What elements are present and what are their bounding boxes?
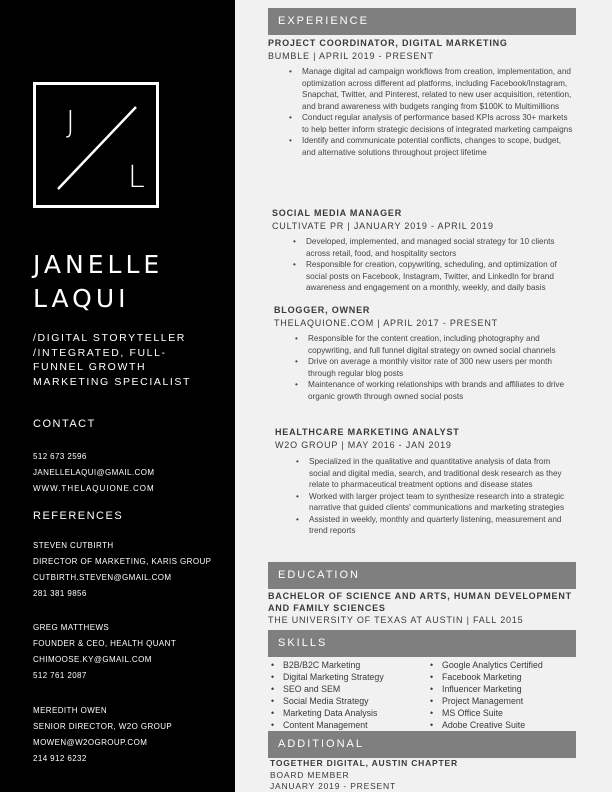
list-item: • Assisted in weekly, monthly and quarterly listening, measurement and trend reports bbox=[295, 514, 573, 537]
contact-website[interactable]: WWW.THELAQUIONE.COM bbox=[33, 484, 155, 493]
tagline bbox=[33, 331, 233, 389]
reference-title: SENIOR DIRECTOR, W2O GROUP bbox=[33, 722, 173, 731]
reference-title: DIRECTOR OF MARKETING, KARIS GROUP bbox=[33, 557, 212, 566]
reference-name: STEVEN CUTBIRTH bbox=[33, 541, 114, 550]
role-date: JANUARY 2019 - PRESENT bbox=[270, 781, 396, 791]
job-title: SOCIAL MEDIA MANAGER bbox=[272, 208, 403, 218]
list-item: • Content Management bbox=[270, 719, 430, 731]
list-item: • MS Office Suite bbox=[429, 707, 579, 719]
reference-phone: 512 761 2087 bbox=[33, 671, 87, 680]
logo-initial-l: L bbox=[128, 160, 145, 195]
job-title: BLOGGER, OWNER bbox=[274, 305, 371, 315]
school: THE UNIVERSITY OF TEXAS AT AUSTIN | FALL 2015 bbox=[268, 615, 524, 625]
list-item: • Social Media Strategy bbox=[270, 695, 430, 707]
reference-email[interactable]: CHIMOOSE.KY@GMAIL.COM bbox=[33, 655, 152, 664]
reference-name: GREG MATTHEWS bbox=[33, 623, 110, 632]
reference-1 bbox=[33, 538, 211, 602]
reference-phone: 281 381 9856 bbox=[33, 589, 87, 598]
job-title: PROJECT COORDINATOR, DIGITAL MARKETING bbox=[268, 38, 508, 48]
logo-initial-j: J bbox=[66, 105, 75, 140]
list-item: • Responsible for the content creation, including photography and copywriting, and full funnel digital strategy on owned social channels bbox=[294, 333, 572, 356]
contact-block bbox=[33, 449, 155, 497]
reference-3 bbox=[33, 703, 172, 767]
tagline-line: /DIGITAL STORYTELLER bbox=[33, 332, 186, 344]
reference-email[interactable]: MOWEN@W2OGROUP.COM bbox=[33, 738, 148, 747]
list-item: • SEO and SEM bbox=[270, 683, 430, 695]
list-item: • Developed, implemented, and managed social strategy for 10 clients across retail, food, and hospitality sectors bbox=[292, 236, 573, 259]
additional-heading: ADDITIONAL bbox=[268, 731, 576, 758]
list-item: • Facebook Marketing bbox=[429, 671, 579, 683]
list-item: • Maintenance of working relationships with brands and affiliates to drive organic growth through owned social posts bbox=[294, 379, 572, 402]
list-item: • Project Management bbox=[429, 695, 579, 707]
first-name: JANELLE bbox=[33, 250, 164, 279]
list-item: • Identify and communicate potential conflicts, changes to scope, budget, and alternative solutions throughout project lifetime bbox=[288, 135, 573, 158]
list-item: • Influencer Marketing bbox=[429, 683, 579, 695]
list-item: • Marketing Data Analysis bbox=[270, 707, 430, 719]
list-item: • Drive on average a monthly visitor rate of 300 new users per month through regular blog posts bbox=[294, 356, 572, 379]
tagline-line: MARKETING SPECIALIST bbox=[33, 375, 192, 388]
list-item: • Digital Marketing Strategy bbox=[270, 671, 430, 683]
contact-heading: CONTACT bbox=[33, 418, 96, 430]
organization: TOGETHER DIGITAL, AUSTIN CHAPTER bbox=[270, 758, 458, 768]
job-bullets bbox=[295, 456, 573, 537]
job-company: CULTIVATE PR | JANUARY 2019 - APRIL 2019 bbox=[272, 221, 494, 231]
job-company: W2O GROUP | MAY 2016 - JAN 2019 bbox=[275, 440, 452, 450]
list-item: • Google Analytics Certified bbox=[429, 659, 579, 671]
tagline-line: /INTEGRATED, FULL- bbox=[33, 346, 167, 359]
job-company: THELAQUIONE.COM | APRIL 2017 - PRESENT bbox=[274, 318, 498, 328]
last-name: LAQUI bbox=[33, 284, 130, 313]
sidebar bbox=[0, 0, 235, 792]
reference-name: MEREDITH OWEN bbox=[33, 706, 108, 715]
references-heading: REFERENCES bbox=[33, 510, 124, 522]
skills-list-left bbox=[270, 659, 430, 731]
list-item: • Adobe Creative Suite bbox=[429, 719, 579, 731]
degree-line: BACHELOR OF SCIENCE AND ARTS, HUMAN DEVELOPMENT bbox=[268, 591, 572, 601]
education-heading: EDUCATION bbox=[268, 562, 576, 589]
skills-heading: SKILLS bbox=[268, 630, 576, 657]
tagline-line: FUNNEL GROWTH bbox=[33, 361, 147, 373]
job-title: HEALTHCARE MARKETING ANALYST bbox=[275, 427, 460, 437]
list-item: • Worked with larger project team to synthesize research into a strategic narrative that guided clients' communications and marketing strategies bbox=[295, 491, 573, 514]
role: BOARD MEMBER bbox=[270, 770, 350, 780]
reference-title: FOUNDER & CEO, HEALTH QUANT bbox=[33, 639, 177, 648]
reference-email[interactable]: CUTBIRTH.STEVEN@GMAIL.COM bbox=[33, 573, 172, 582]
job-bullets bbox=[294, 333, 572, 402]
reference-2 bbox=[33, 620, 176, 684]
list-item: • Specialized in the qualitative and quantitative analysis of data from social and digital media, search, and traditional desk research as they relate to pharmaceutical treatment options and disease states bbox=[295, 456, 573, 491]
list-item: • Conduct regular analysis of performance based KPIs across 30+ markets to help better inform strategic decisions of integrated marketing campaigns bbox=[288, 112, 573, 135]
contact-email[interactable]: JANELLELAQUI@GMAIL.COM bbox=[33, 468, 155, 477]
contact-phone: 512 673 2596 bbox=[33, 452, 87, 461]
monogram-logo bbox=[33, 82, 159, 208]
job-bullets bbox=[292, 236, 573, 294]
person-name bbox=[33, 248, 163, 316]
list-item: • B2B/B2C Marketing bbox=[270, 659, 430, 671]
experience-heading: EXPERIENCE bbox=[268, 8, 576, 35]
job-bullets bbox=[288, 66, 573, 158]
reference-phone: 214 912 6232 bbox=[33, 754, 87, 763]
list-item: • Responsible for creation, copywriting, scheduling, and optimization of social posts on Facebook, Instagram, Twitter, and LinkedIn for brand awareness and engagement on a monthly, weekly, and daily basis bbox=[292, 259, 573, 294]
job-company: BUMBLE | APRIL 2019 - PRESENT bbox=[268, 51, 434, 61]
list-item: • Manage digital ad campaign workflows from creation, implementation, and optimization across different ad platforms, including Facebook/Instagram, Snapchat, Twitter, and Pinterest, related to new user acquisition, retention, and brand awareness with budgets ranging from $100K to Multimillions bbox=[288, 66, 573, 112]
skills-list-right bbox=[429, 659, 579, 731]
degree-line: AND FAMILY SCIENCES bbox=[268, 603, 386, 613]
